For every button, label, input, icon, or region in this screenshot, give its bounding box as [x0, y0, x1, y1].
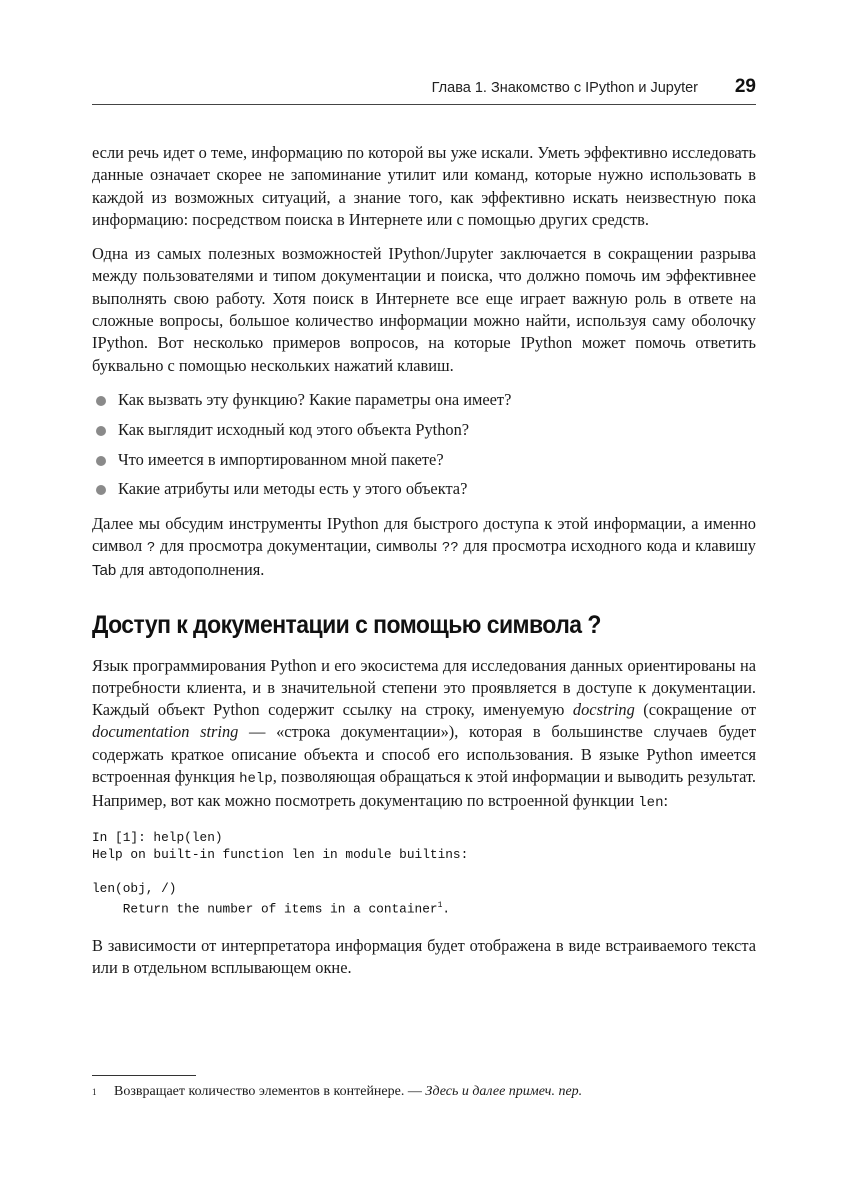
- paragraph-tools: Далее мы обсудим инструменты IPython для быстрого доступа к этой информации, а именно символ ? для просмотра документации, символы ?? для просмотра исходного кода и клавишу Tab для автодополнения.: [92, 513, 756, 580]
- emphasis: docstring: [572, 700, 635, 720]
- inline-code: help: [239, 771, 273, 788]
- list-item: Какие атрибуты или методы есть у этого объекта?: [92, 478, 756, 500]
- list-item: Как выглядит исходный код этого объекта Python?: [92, 419, 756, 441]
- code-block: In [1]: help(len) Help on built-in function len in module builtins: len(obj, /) Return the number of items in a container$^1$.: [92, 829, 469, 916]
- bullet-icon: [96, 396, 106, 406]
- list-item: Как вызвать эту функцию? Какие параметры она имеет?: [92, 389, 756, 411]
- footnote-mark: 1: [92, 1087, 97, 1097]
- footnote-emphasis: Здесь и далее примеч. пер.: [425, 1084, 583, 1099]
- page-body: [92, 142, 756, 991]
- list-item: Что имеется в импортированном мной пакете?: [92, 449, 756, 471]
- running-head: [92, 76, 756, 105]
- bullet-icon: [96, 426, 106, 436]
- paragraph-docstring: Язык программирования Python и его экосистема для исследования данных ориентированы на потребности клиента, и в значительной степени это проявляется в доступе к документации. Каждый объект Python содержит ссылку на строку, именуемую docstring (сокращение от documentation string — «строка документации»), которая в большинстве случаев будет содержать краткое описание объекта и способ его использования. В языке Python имеется встроенная функция help, позволяющая обращаться к этой информации и выводить результат. Например, вот как можно посмотреть документацию по встроенной функции len:: [92, 655, 756, 812]
- page-number: 29: [734, 76, 756, 97]
- paragraph-intro: если речь идет о теме, информацию по которой вы уже искали. Уметь эффективно исследовать данные означает скорее не запоминание утилит или команд, которые нужно использовать в каждой из возможных ситуаций, а знание того, как эффективно искать неизвестную пока информацию: посредством поиска в Интернете или с помощью других средств.: [92, 143, 756, 229]
- paragraph-display: В зависимости от интерпретатора информация будет отображена в виде встраиваемого текста или в отдельном всплывающем окне.: [92, 935, 756, 978]
- chapter-title: Глава 1. Знакомство с IPython и Jupyter: [431, 80, 698, 96]
- key-name: Tab: [92, 562, 117, 580]
- inline-code: len: [638, 795, 664, 812]
- bullet-icon: [96, 456, 106, 466]
- footnote: 1 Возвращает количество элементов в контейнере. — Здесь и далее примеч. пер.: [92, 1084, 583, 1099]
- inline-code: ??: [441, 539, 459, 556]
- paragraph-ipython-search: Одна из самых полезных возможностей IPython/Jupyter заключается в сокращении разрыва между пользователями и типом документации и поиска, что должно помочь им эффективнее выполнять свою работу. Хотя поиск в Интернете все еще играет важную роль в ответе на сложные вопросы, большое количество информации можно найти, используя саму оболочку IPython. Вот несколько примеров вопросов, на которые IPython может помочь ответить буквально с помощью нескольких нажатий клавиш.: [92, 244, 756, 375]
- section-heading: Доступ к документации с помощью символа ?: [92, 610, 601, 639]
- footnote-divider: [92, 1075, 196, 1076]
- emphasis: documentation string: [92, 722, 239, 742]
- questions-list: [92, 389, 756, 501]
- inline-code: ?: [146, 539, 156, 556]
- bullet-icon: [96, 485, 106, 495]
- footnote-ref: 1: [437, 900, 443, 910]
